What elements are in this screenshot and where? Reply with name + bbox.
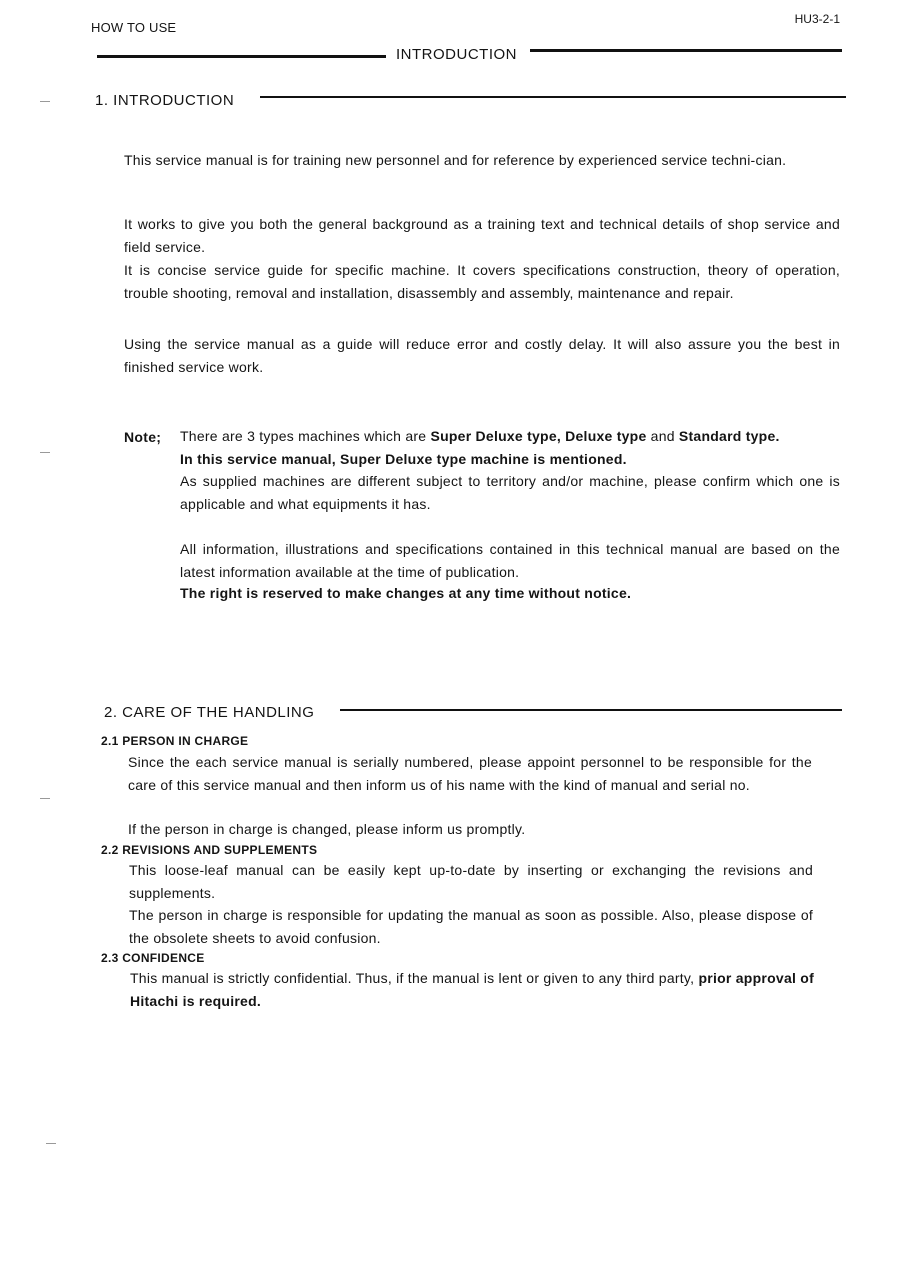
note-rights-reserved: The right is reserved to make changes at any time without notice. — [180, 585, 632, 601]
banner-rule-right — [530, 49, 842, 52]
intro-paragraph-1: This service manual is for training new personnel and for reference by experienced service techni-cian. — [124, 152, 787, 168]
subsection-2-1-title: 2.1 PERSON IN CHARGE — [101, 734, 249, 748]
section-2-title: 2. CARE OF THE HANDLING — [104, 704, 315, 721]
page-number: HU3-2-1 — [794, 12, 840, 26]
subsection-2-1-paragraph-1: Since the each service manual is serially numbered, please appoint personnel to be responsible for the care of this service manual and then inform us of his name with the kind of manual and serial no. — [128, 754, 812, 793]
intro-paragraph-2: It works to give you both the general background as a training text and technical details of shop service and field service. — [124, 216, 840, 255]
margin-mark — [40, 798, 50, 799]
subsection-2-3-paragraph — [130, 967, 814, 1013]
header-section-label: HOW TO USE — [91, 20, 177, 35]
banner-title: INTRODUCTION — [396, 46, 517, 63]
note-types-line — [180, 425, 842, 448]
note-types-bold-1: Super Deluxe type, Deluxe type — [430, 428, 647, 444]
note-types-and: and — [646, 428, 679, 444]
note-types-text: There are 3 types machines which are — [180, 428, 431, 444]
section-1-rule — [260, 96, 846, 98]
margin-mark — [46, 1143, 56, 1144]
section-1-title: 1. INTRODUCTION — [95, 92, 235, 109]
margin-mark — [40, 101, 50, 102]
subsection-2-1-paragraph-2: If the person in charge is changed, please inform us promptly. — [128, 821, 526, 837]
intro-paragraph-4: Using the service manual as a guide will reduce error and costly delay. It will also assure you the best in finished service work. — [124, 336, 840, 375]
margin-mark — [40, 452, 50, 453]
banner-rule-left — [97, 55, 386, 58]
note-label: Note; — [124, 429, 162, 445]
confidence-text: This manual is strictly confidential. Thus, if the manual is lent or given to any third party, — [130, 970, 699, 986]
note-information-paragraph: All information, illustrations and specifications contained in this technical manual are based on the latest information available at the time of publication. — [180, 541, 840, 580]
note-supplied-paragraph: As supplied machines are different subject to territory and/or machine, please confirm which one is applicable and what equipments it has. — [180, 473, 840, 512]
subsection-2-2-paragraph-2: The person in charge is responsible for updating the manual as soon as possible. Also, please dispose of the obsolete sheets to avoid confusion. — [129, 907, 813, 946]
section-2-rule — [340, 709, 842, 711]
subsection-2-2-paragraph-1: This loose-leaf manual can be easily kept up-to-date by inserting or exchanging the revisions and supplements. — [129, 862, 813, 901]
confidence-bold-text: prior approval of Hitachi is required. — [130, 970, 814, 1009]
subsection-2-3-title: 2.3 CONFIDENCE — [101, 951, 205, 965]
intro-paragraph-3: It is concise service guide for specific machine. It covers specifications construction, theory of operation, trouble shooting, removal and installation, disassembly and assembly, maintenance and repair. — [124, 262, 840, 301]
note-types-bold-2: Standard type. — [678, 428, 780, 444]
note-mentioned-line: In this service manual, Super Deluxe type machine is mentioned. — [180, 451, 627, 467]
subsection-2-2-title: 2.2 REVISIONS AND SUPPLEMENTS — [101, 843, 318, 857]
